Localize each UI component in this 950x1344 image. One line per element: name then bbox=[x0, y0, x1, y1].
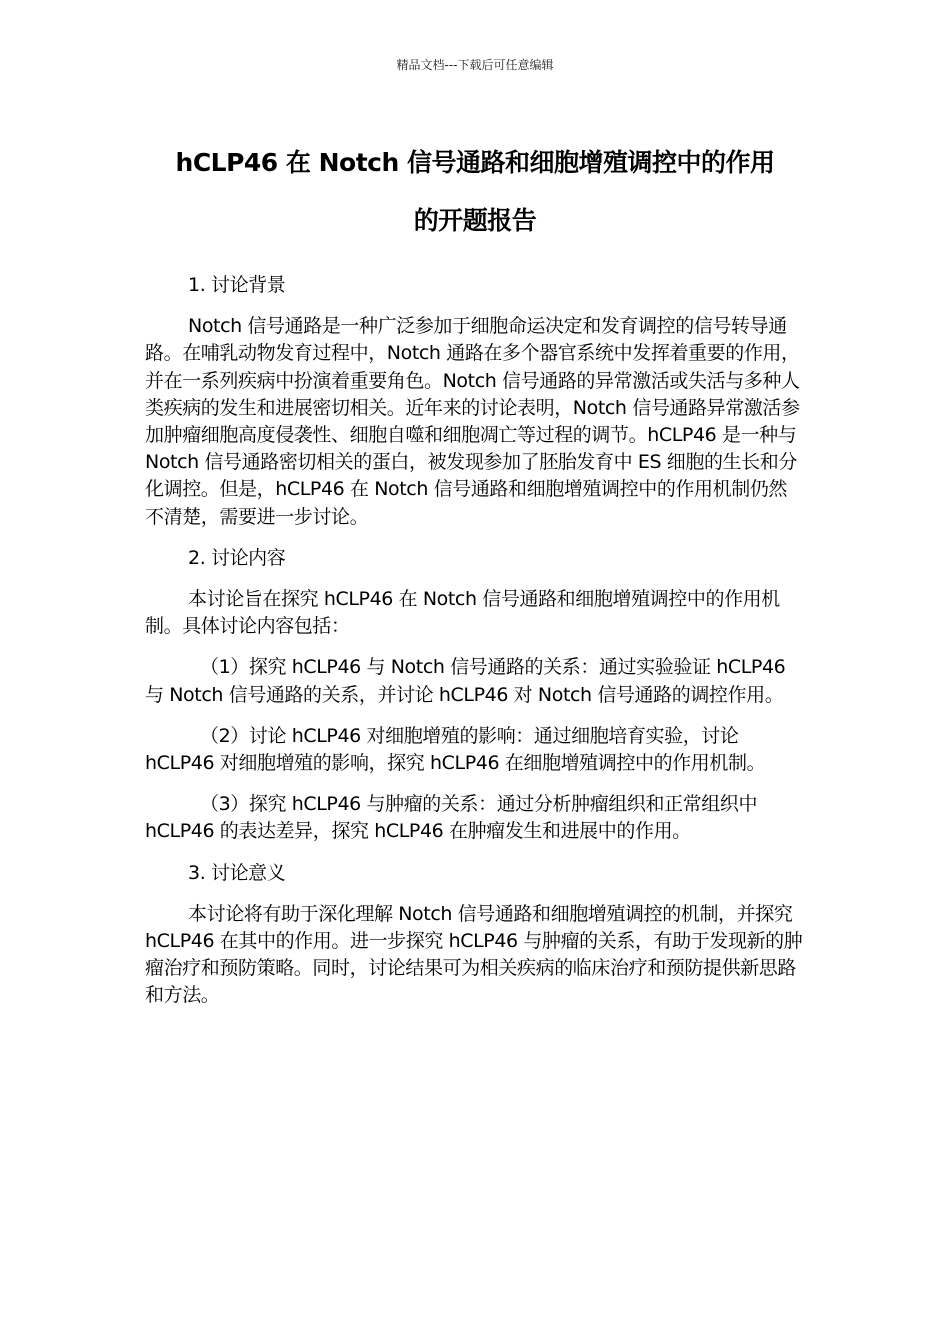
background-paragraph: Notch 信号通路是一种广泛参加于细胞命运决定和发育调控的信号转导通路。在哺乳动物发育过程中，Notch 通路在多个器官系统中发挥着重要的作用，并在一系列疾病中扮演着重要角色。Notch 信号通路的异常激活或失活与多种人类疾病的发生和进展密切相关。近年来的讨论表明，Notch 信号通路异常激活参加肿瘤细胞高度侵袭性、细胞自噬和细胞凋亡等过程的调节。hCLP46 是一种与 Notch 信号通路密切相关的蛋白，被发现参加了胚胎发育中 ES 细胞的生长和分化调控。但是，hCLP46 在 Notch 信号通路和细胞增殖调控中的作用机制仍然不清楚，需要进一步讨论。 bbox=[145, 315, 800, 528]
content-intro-paragraph: 本讨论旨在探究 hCLP46 在 Notch 信号通路和细胞增殖调控中的作用机制。具体讨论内容包括： bbox=[145, 588, 780, 638]
content-item-3: （3）探究 hCLP46 与肿瘤的关系：通过分析肿瘤组织和正常组织中 hCLP46 的表达差异，探究 hCLP46 在肿瘤发生和进展中的作用。 bbox=[145, 793, 758, 843]
section-heading-content: 2. 讨论内容 bbox=[188, 546, 286, 569]
document-title bbox=[145, 134, 805, 250]
page-header-watermark: 精品文档---下载后可任意编辑 bbox=[396, 58, 554, 72]
title-line-2: 的开题报告 bbox=[413, 206, 537, 235]
content-item-1: （1）探究 hCLP46 与 Notch 信号通路的关系：通过实验验证 hCLP46 与 Notch 信号通路的关系，并讨论 hCLP46 对 Notch 信号通路的调控作用。 bbox=[145, 656, 786, 706]
document-body bbox=[145, 272, 805, 1024]
significance-paragraph: 本讨论将有助于深化理解 Notch 信号通路和细胞增殖调控的机制，并探究 hCLP46 在其中的作用。进一步探究 hCLP46 与肿瘤的关系，有助于发现新的肿瘤治疗和预防策略。同时，讨论结果可为相关疾病的临床治疗和预防提供新思路和方法。 bbox=[145, 902, 803, 1007]
content-item-2: （2）讨论 hCLP46 对细胞增殖的影响：通过细胞培育实验，讨论 hCLP46 对细胞增殖的影响，探究 hCLP46 在细胞增殖调控中的作用机制。 bbox=[145, 724, 766, 775]
section-heading-background: 1. 讨论背景 bbox=[188, 274, 286, 296]
section-heading-significance: 3. 讨论意义 bbox=[188, 861, 286, 884]
title-line-1: hCLP46 在 Notch 信号通路和细胞增殖调控中的作用 bbox=[175, 148, 775, 177]
